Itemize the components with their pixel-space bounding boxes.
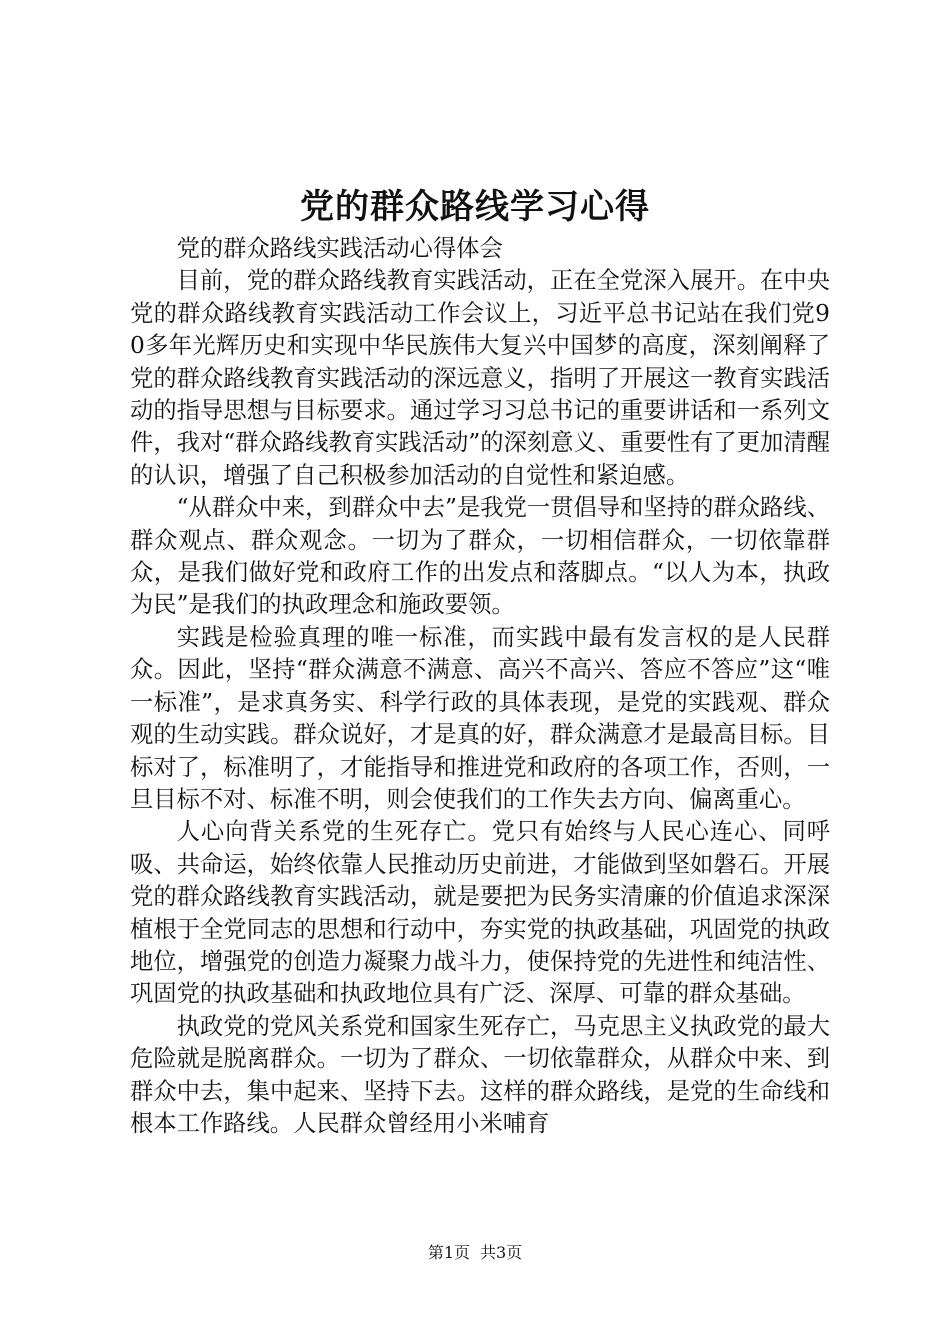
paragraph: 实践是检验真理的唯一标准，而实践中最有发言权的是人民群众。因此，坚持“群众满意不满意、高兴不高兴、答应不答应”这“唯一标准”，是求真务实、科学行政的具体表现，是党的实践观、群众观的生动实践。群众说好，才是真的好，群众满意才是最高目标。目标对了，标准明了，才能指导和推进党和政府的各项工作，否则，一旦目标不对、标准不明，则会使我们的工作失去方向、偏离重心。 <box>130 623 830 813</box>
page-title: 党的群众路线学习心得 <box>300 187 650 227</box>
page-number: 第1页 <box>427 1243 470 1262</box>
page-footer <box>0 1242 950 1264</box>
paragraph: 执政党的党风关系党和国家生死存亡，马克思主义执政党的最大危险就是脱离群众。一切为了群众、一切依靠群众，从群众中来、到群众中去，集中起来、坚持下去。这样的群众路线，是党的生命线和根本工作路线。人民群众曾经用小米哺育 <box>130 1012 830 1137</box>
document-body <box>130 233 830 1140</box>
page-total: 共3页 <box>480 1243 523 1262</box>
paragraph-subtitle: 党的群众路线实践活动心得体会 <box>176 235 503 262</box>
paragraph: 目前，党的群众路线教育实践活动，正在全党深入展开。在中央党的群众路线教育实践活动工作会议上，习近平总书记站在我们党90多年光辉历史和实现中华民族伟大复兴中国梦的高度，深刻阐释了党的群众路线教育实践活动的深远意义，指明了开展这一教育实践活动的指导思想与目标要求。通过学习习总书记的重要讲话和一系列文件，我对“群众路线教育实践活动”的深刻意义、重要性有了更加清醒的认识，增强了自己积极参加活动的自觉性和紧迫感。 <box>130 267 830 489</box>
paragraph: “从群众中来，到群众中去”是我党一贯倡导和坚持的群众路线、群众观点、群众观念。一切为了群众，一切相信群众，一切依靠群众，是我们做好党和政府工作的出发点和落脚点。“以人为本，执政为民”是我们的执政理念和施政要领。 <box>130 494 830 619</box>
paragraph: 人心向背关系党的生死存亡。党只有始终与人民心连心、同呼吸、共命运，始终依靠人民推动历史前进，才能做到坚如磐石。开展党的群众路线教育实践活动，就是要把为民务实清廉的价值追求深深植根于全党同志的思想和行动中，夯实党的执政基础，巩固党的执政地位，增强党的创造力凝聚力战斗力，使保持党的先进性和纯洁性、巩固党的执政基础和执政地位具有广泛、深厚、可靠的群众基础。 <box>130 818 830 1008</box>
